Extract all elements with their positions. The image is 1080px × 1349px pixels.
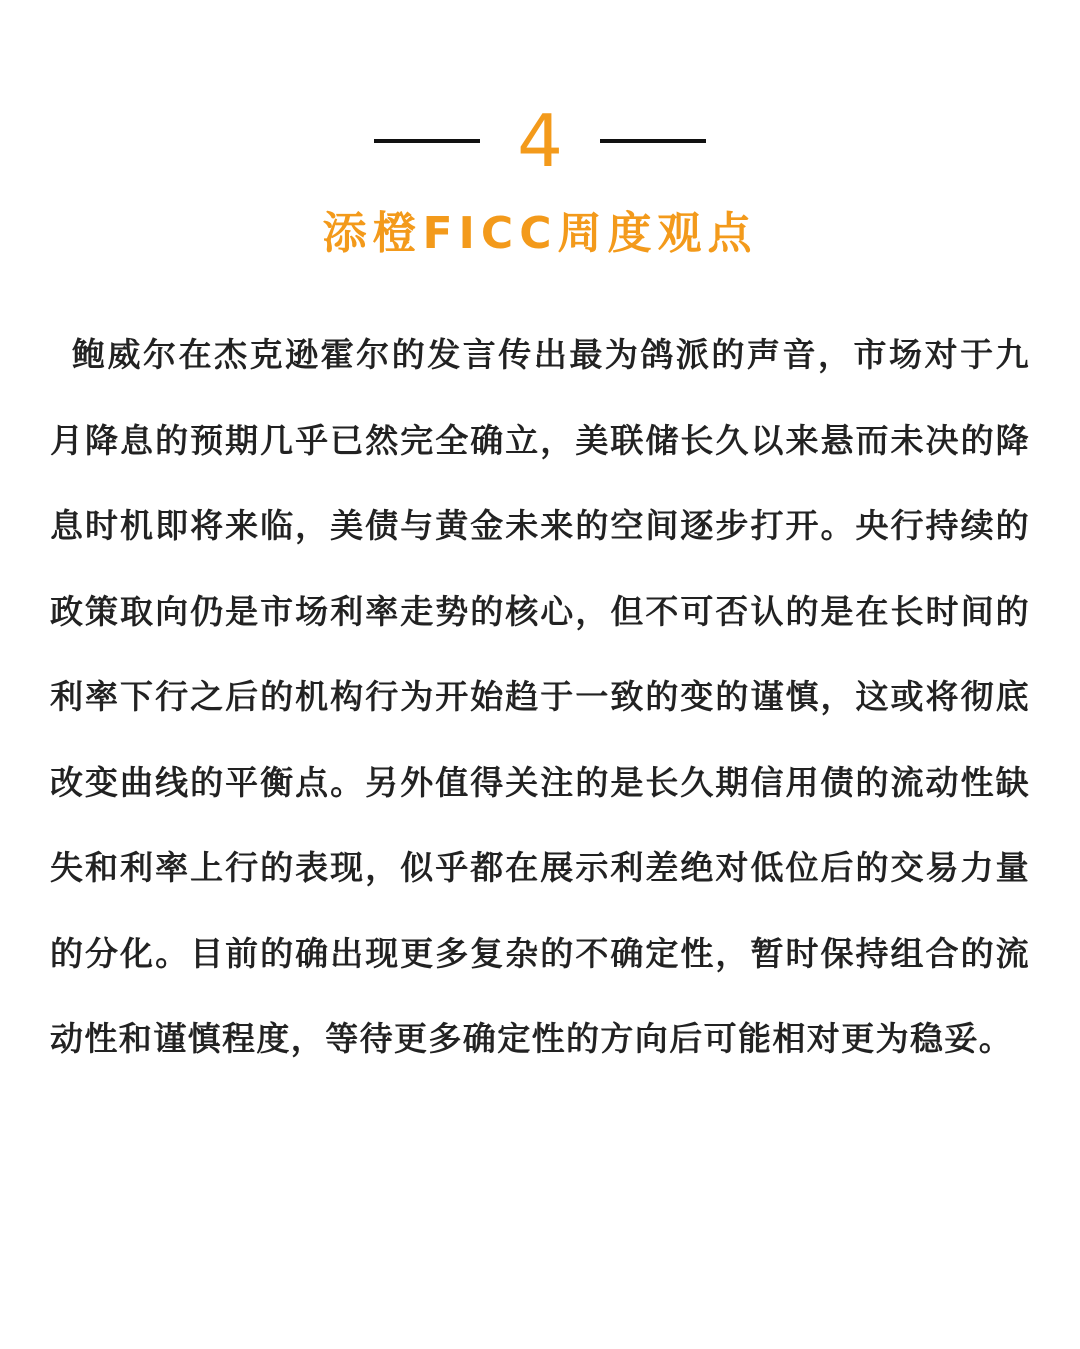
right-divider-line — [600, 139, 706, 143]
article-paragraph: 鲍威尔在杰克逊霍尔的发言传出最为鸽派的声音，市场对于九月降息的预期几乎已然完全确立，美联储长久以来悬而未决的降息时机即将来临，美债与黄金未来的空间逐步打开。央行持续的政策取向仍是市场利率走势的核心，但不可否认的是在长时间的利率下行之后的机构行为开始趋于一致的变的谨慎，这或将彻底改变曲线的平衡点。另外值得关注的是长久期信用债的流动性缺失和利率上行的表现，似乎都在展示利差绝对低位后的交易力量的分化。目前的确出现更多复杂的不确定性，暂时保持组合的流动性和谨慎程度，等待更多确定性的方向后可能相对更为稳妥。 — [50, 335, 1030, 1058]
section-title: 添橙FICC周度观点 — [322, 208, 758, 259]
section-header — [0, 98, 1080, 188]
section-number: 4 — [517, 99, 563, 183]
